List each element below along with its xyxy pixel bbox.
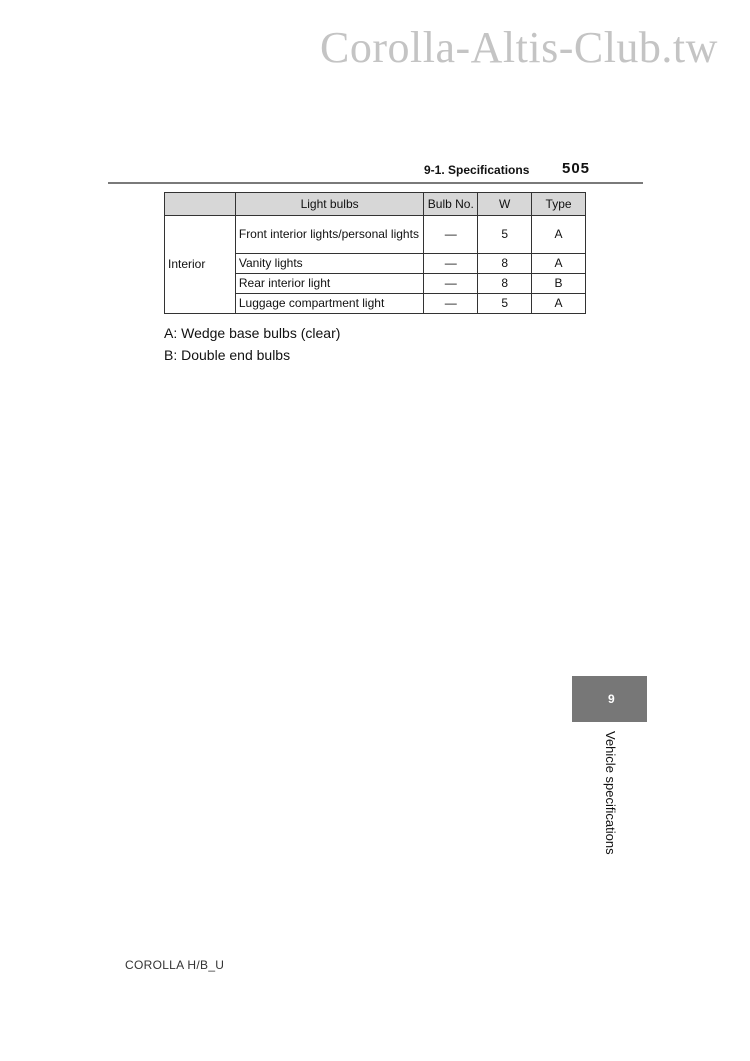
cell-watts: 5 xyxy=(478,294,532,314)
table-row xyxy=(165,216,586,254)
column-header-watts: W xyxy=(478,193,532,216)
header-divider xyxy=(108,182,643,184)
cell-type: A xyxy=(532,216,586,254)
note-type-b: B: Double end bulbs xyxy=(164,347,291,363)
watermark-text: Corolla-Altis-Club.tw xyxy=(320,23,718,72)
chapter-label: Vehicle specifications xyxy=(603,731,618,855)
chapter-number: 9 xyxy=(608,692,615,706)
table-notes xyxy=(164,325,340,369)
cell-bulb-no: — xyxy=(424,274,478,294)
cell-light-bulb: Front interior lights/personal lights xyxy=(235,216,424,254)
cell-light-bulb: Vanity lights xyxy=(235,254,424,274)
column-header-light-bulbs: Light bulbs xyxy=(235,193,424,216)
cell-watts: 8 xyxy=(478,254,532,274)
light-bulbs-table xyxy=(164,192,586,314)
section-title: 9-1. Specifications xyxy=(424,163,530,177)
row-group-interior: Interior xyxy=(165,216,236,314)
column-header-type: Type xyxy=(532,193,586,216)
cell-light-bulb: Rear interior light xyxy=(235,274,424,294)
cell-type: A xyxy=(532,294,586,314)
cell-type: B xyxy=(532,274,586,294)
cell-bulb-no: — xyxy=(424,294,478,314)
column-header-bulb-no: Bulb No. xyxy=(424,193,478,216)
table-header-blank xyxy=(165,193,236,216)
page-number: 505 xyxy=(562,160,591,177)
chapter-tab xyxy=(572,676,647,722)
cell-bulb-no: — xyxy=(424,216,478,254)
cell-bulb-no: — xyxy=(424,254,478,274)
note-type-a: A: Wedge base bulbs (clear) xyxy=(164,325,341,341)
cell-watts: 8 xyxy=(478,274,532,294)
cell-light-bulb: Luggage compartment light xyxy=(235,294,424,314)
cell-type: A xyxy=(532,254,586,274)
table-header-row xyxy=(165,193,586,216)
footer-model-code: COROLLA H/B_U xyxy=(125,958,225,972)
cell-watts: 5 xyxy=(478,216,532,254)
